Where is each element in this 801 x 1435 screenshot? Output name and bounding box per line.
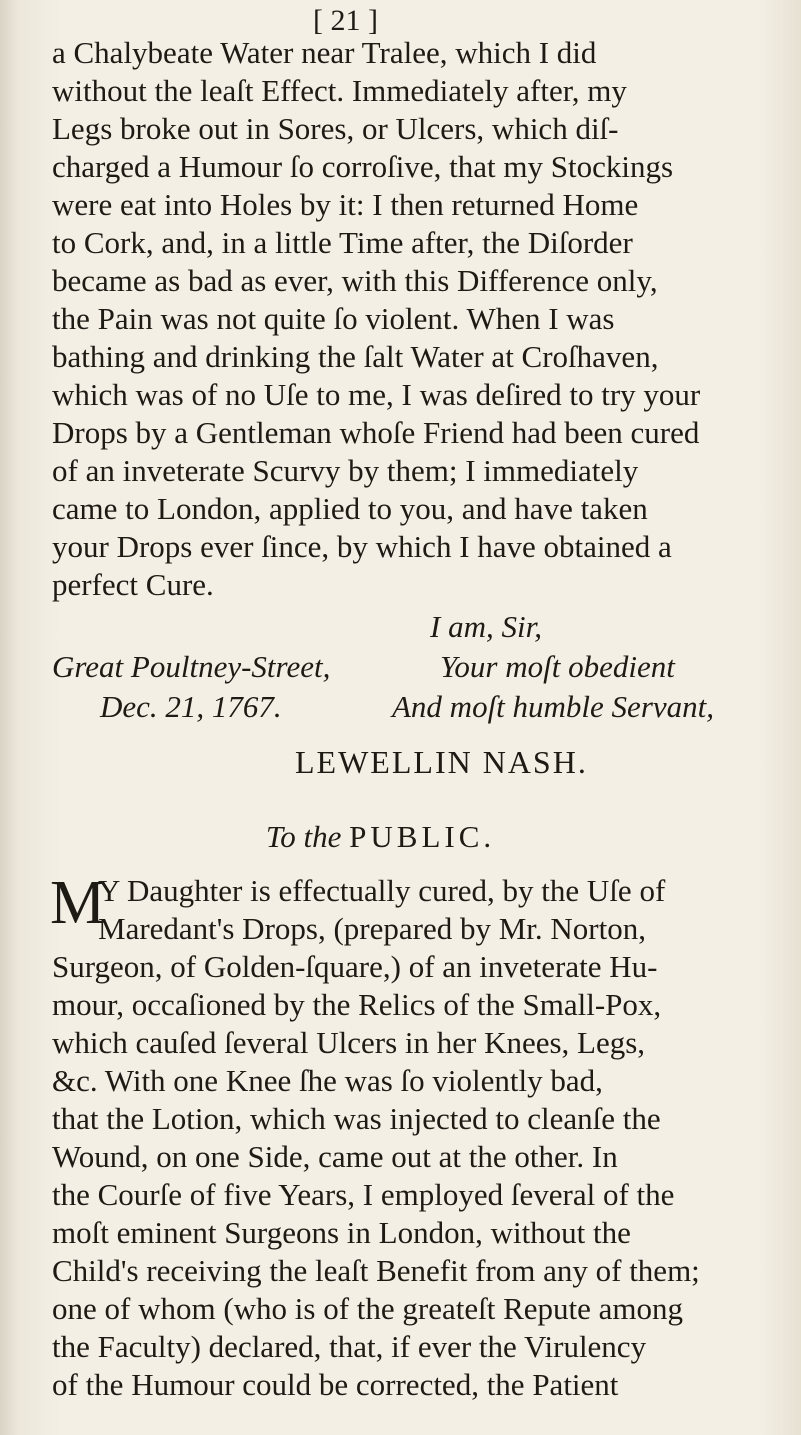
- page-number: [ 21 ]: [313, 4, 378, 37]
- drop-cap: M: [50, 869, 106, 937]
- notice-line: Child's receiving the leaſt Benefit from any of them;: [52, 1253, 700, 1288]
- notice-line: the Faculty) declared, that, if ever the Virulency: [52, 1329, 647, 1364]
- notice-line: &c. With one Knee ſhe was ſo violently bad,: [52, 1063, 603, 1098]
- letter-line: the Pain was not quite ſo violent. When I was: [52, 301, 615, 336]
- closing-salutation: I am, Sir,: [430, 609, 542, 644]
- notice-line: moſt eminent Surgeons in London, without the: [52, 1215, 631, 1250]
- closing-obedient: Your moſt obedient: [440, 649, 675, 684]
- letter-line: your Drops ever ſince, by which I have obtained a: [52, 529, 672, 564]
- letter-line: which was of no Uſe to me, I was deſired to try your: [52, 377, 701, 412]
- heading-word: PUBLIC.: [349, 819, 496, 854]
- letter-line: of an inveterate Scurvy by them; I immediately: [52, 453, 639, 488]
- notice-line: that the Lotion, which was injected to cleanſe the: [52, 1101, 661, 1136]
- letter-line: without the leaſt Effect. Immediately after, my: [52, 73, 627, 108]
- notice-line: Wound, on one Side, came out at the other. In: [52, 1139, 618, 1174]
- closing-place: Great Poultney-Street,: [52, 649, 331, 684]
- letter-line: a Chalybeate Water near Tralee, which I did: [52, 35, 597, 70]
- notice-line: Surgeon, of Golden-ſquare,) of an inveterate Hu-: [52, 949, 658, 984]
- notice-line: Y Daughter is effectually cured, by the Uſe of: [98, 873, 666, 908]
- notice-line: Maredant's Drops, (prepared by Mr. Norton,: [98, 911, 646, 946]
- notice-line: one of whom (who is of the greateſt Repute among: [52, 1291, 684, 1326]
- letter-line: Legs broke out in Sores, or Ulcers, which diſ-: [52, 111, 619, 146]
- closing-date: Dec. 21, 1767.: [100, 689, 282, 724]
- letter-line: bathing and drinking the ſalt Water at Croſhaven,: [52, 339, 659, 374]
- closing-servant: And moſt humble Servant,: [392, 689, 715, 724]
- signature-name: LEWELLIN NASH.: [295, 744, 588, 780]
- notice-heading: [0, 818, 801, 856]
- letter-line: came to London, applied to you, and have taken: [52, 491, 648, 526]
- heading-prefix: To the: [265, 819, 342, 854]
- letter-line: were eat into Holes by it: I then returned Home: [52, 187, 639, 222]
- letter-line: to Cork, and, in a little Time after, the Diſorder: [52, 225, 633, 260]
- notice-line: mour, occaſioned by the Relics of the Small-Pox,: [52, 987, 662, 1022]
- letter-line: perfect Cure.: [52, 567, 214, 602]
- letter-line: Drops by a Gentleman whoſe Friend had been cured: [52, 415, 700, 450]
- notice-line: of the Humour could be corrected, the Patient: [52, 1367, 619, 1402]
- letter-line: charged a Humour ſo corroſive, that my Stockings: [52, 149, 674, 184]
- notice-line: which cauſed ſeveral Ulcers in her Knees, Legs,: [52, 1025, 646, 1060]
- letter-line: became as bad as ever, with this Difference only,: [52, 263, 658, 298]
- notice-line: the Courſe of five Years, I employed ſeveral of the: [52, 1177, 675, 1212]
